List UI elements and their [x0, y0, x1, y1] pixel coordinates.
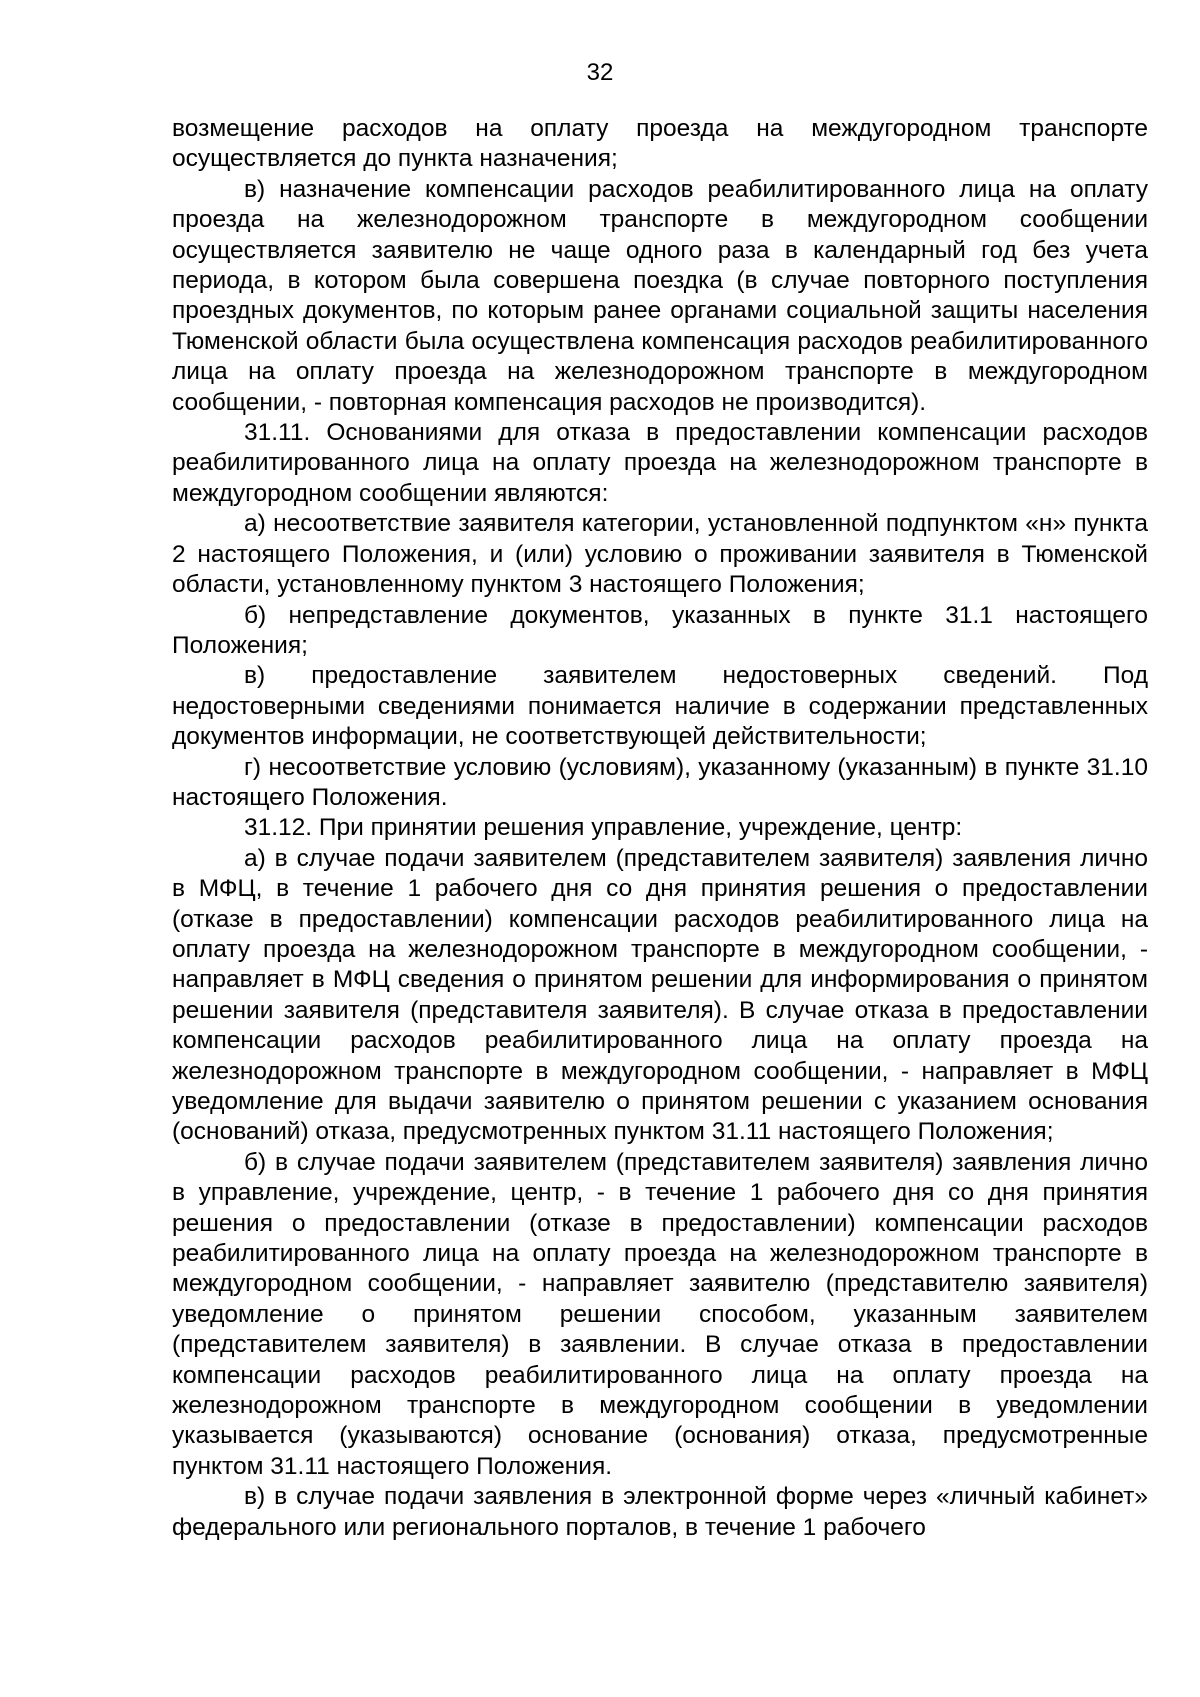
paragraph: 31.11. Основаниями для отказа в предоставлении компенсации расходов реабилитированного лица на оплату проезда на железнодорожном транспорте в междугородном сообщении являются: — [172, 419, 1148, 507]
paragraph: возмещение расходов на оплату проезда на междугородном транспорте осуществляется до пункта назначения; — [172, 115, 1148, 173]
paragraph: 31.12. При принятии решения управление, учреждение, центр: — [244, 814, 963, 842]
paragraph: в) предоставление заявителем недостоверных сведений. Под недостоверными сведениями понимается наличие в содержании представленных документов информации, не соответствующей действительности; — [172, 662, 1148, 751]
paragraph: в) в случае подачи заявления в электронной форме через «личный кабинет» федерального или регионального порталов, в течение 1 рабочего — [172, 1483, 1148, 1541]
paragraph: а) несоответствие заявителя категории, установленной подпунктом «н» пункта 2 настоящего Положения, и (или) условию о проживании заявителя в Тюменской области, установленному пунктом 3 настоящего Положения; — [172, 510, 1148, 599]
paragraph: в) назначение компенсации расходов реабилитированного лица на оплату проезда на железнодорожном транспорте в междугородном сообщении осуществляется заявителю не чаще одного раза в календарный год без учета периода, в котором была совершена поездка (в случае повторного поступления проездных документов, по которым ранее органами социальной защиты населения Тюменской области была осуществлена компенсация расходов реабилитированного лица на оплату проезда на железнодорожном транспорте в междугородном сообщении, - повторная компенсация расходов не производится). — [172, 175, 1148, 416]
paragraph: б) в случае подачи заявителем (представителем заявителя) заявления лично в управление, учреждение, центр, - в течение 1 рабочего дня со дня принятия решения о предоставлении (отказе в предоставлении) компенсации расходов реабилитированного лица на оплату проезда на железнодорожном транспорте в междугородном сообщении, - направляет заявителю (представителю заявителя) уведомление о принятом решении способом, указанным заявителем (представителем заявителя) в заявлении. В случае отказа в предоставлении компенсации расходов реабилитированного лица на оплату проезда на железнодорожном транспорте в междугородном сообщении в уведомлении указывается (указываются) основание (основания) отказа, предусмотренные пунктом 31.11 настоящего Положения. — [172, 1148, 1148, 1480]
page-number: 32 — [586, 59, 614, 86]
document-body — [172, 114, 1148, 1543]
paragraph: а) в случае подачи заявителем (представителем заявителя) заявления лично в МФЦ, в течение 1 рабочего дня со дня принятия решения о предоставлении (отказе в предоставлении) компенсации расходов реабилитированного лица на оплату проезда на железнодорожном транспорте в междугородном сообщении, - направляет в МФЦ сведения о принятом решении для информирования о принятом решении заявителя (представителя заявителя). В случае отказа в предоставлении компенсации расходов реабилитированного лица на оплату проезда на железнодорожном транспорте в междугородном сообщении, - направляет в МФЦ уведомление для выдачи заявителю о принятом решении с указанием основания (оснований) отказа, предусмотренных пунктом 31.11 настоящего Положения; — [172, 844, 1148, 1146]
paragraph: б) непредставление документов, указанных в пункте 31.1 настоящего Положения; — [172, 601, 1148, 659]
paragraph: г) несоответствие условию (условиям), указанному (указанным) в пункте 31.10 настоящего Положения. — [172, 753, 1148, 811]
